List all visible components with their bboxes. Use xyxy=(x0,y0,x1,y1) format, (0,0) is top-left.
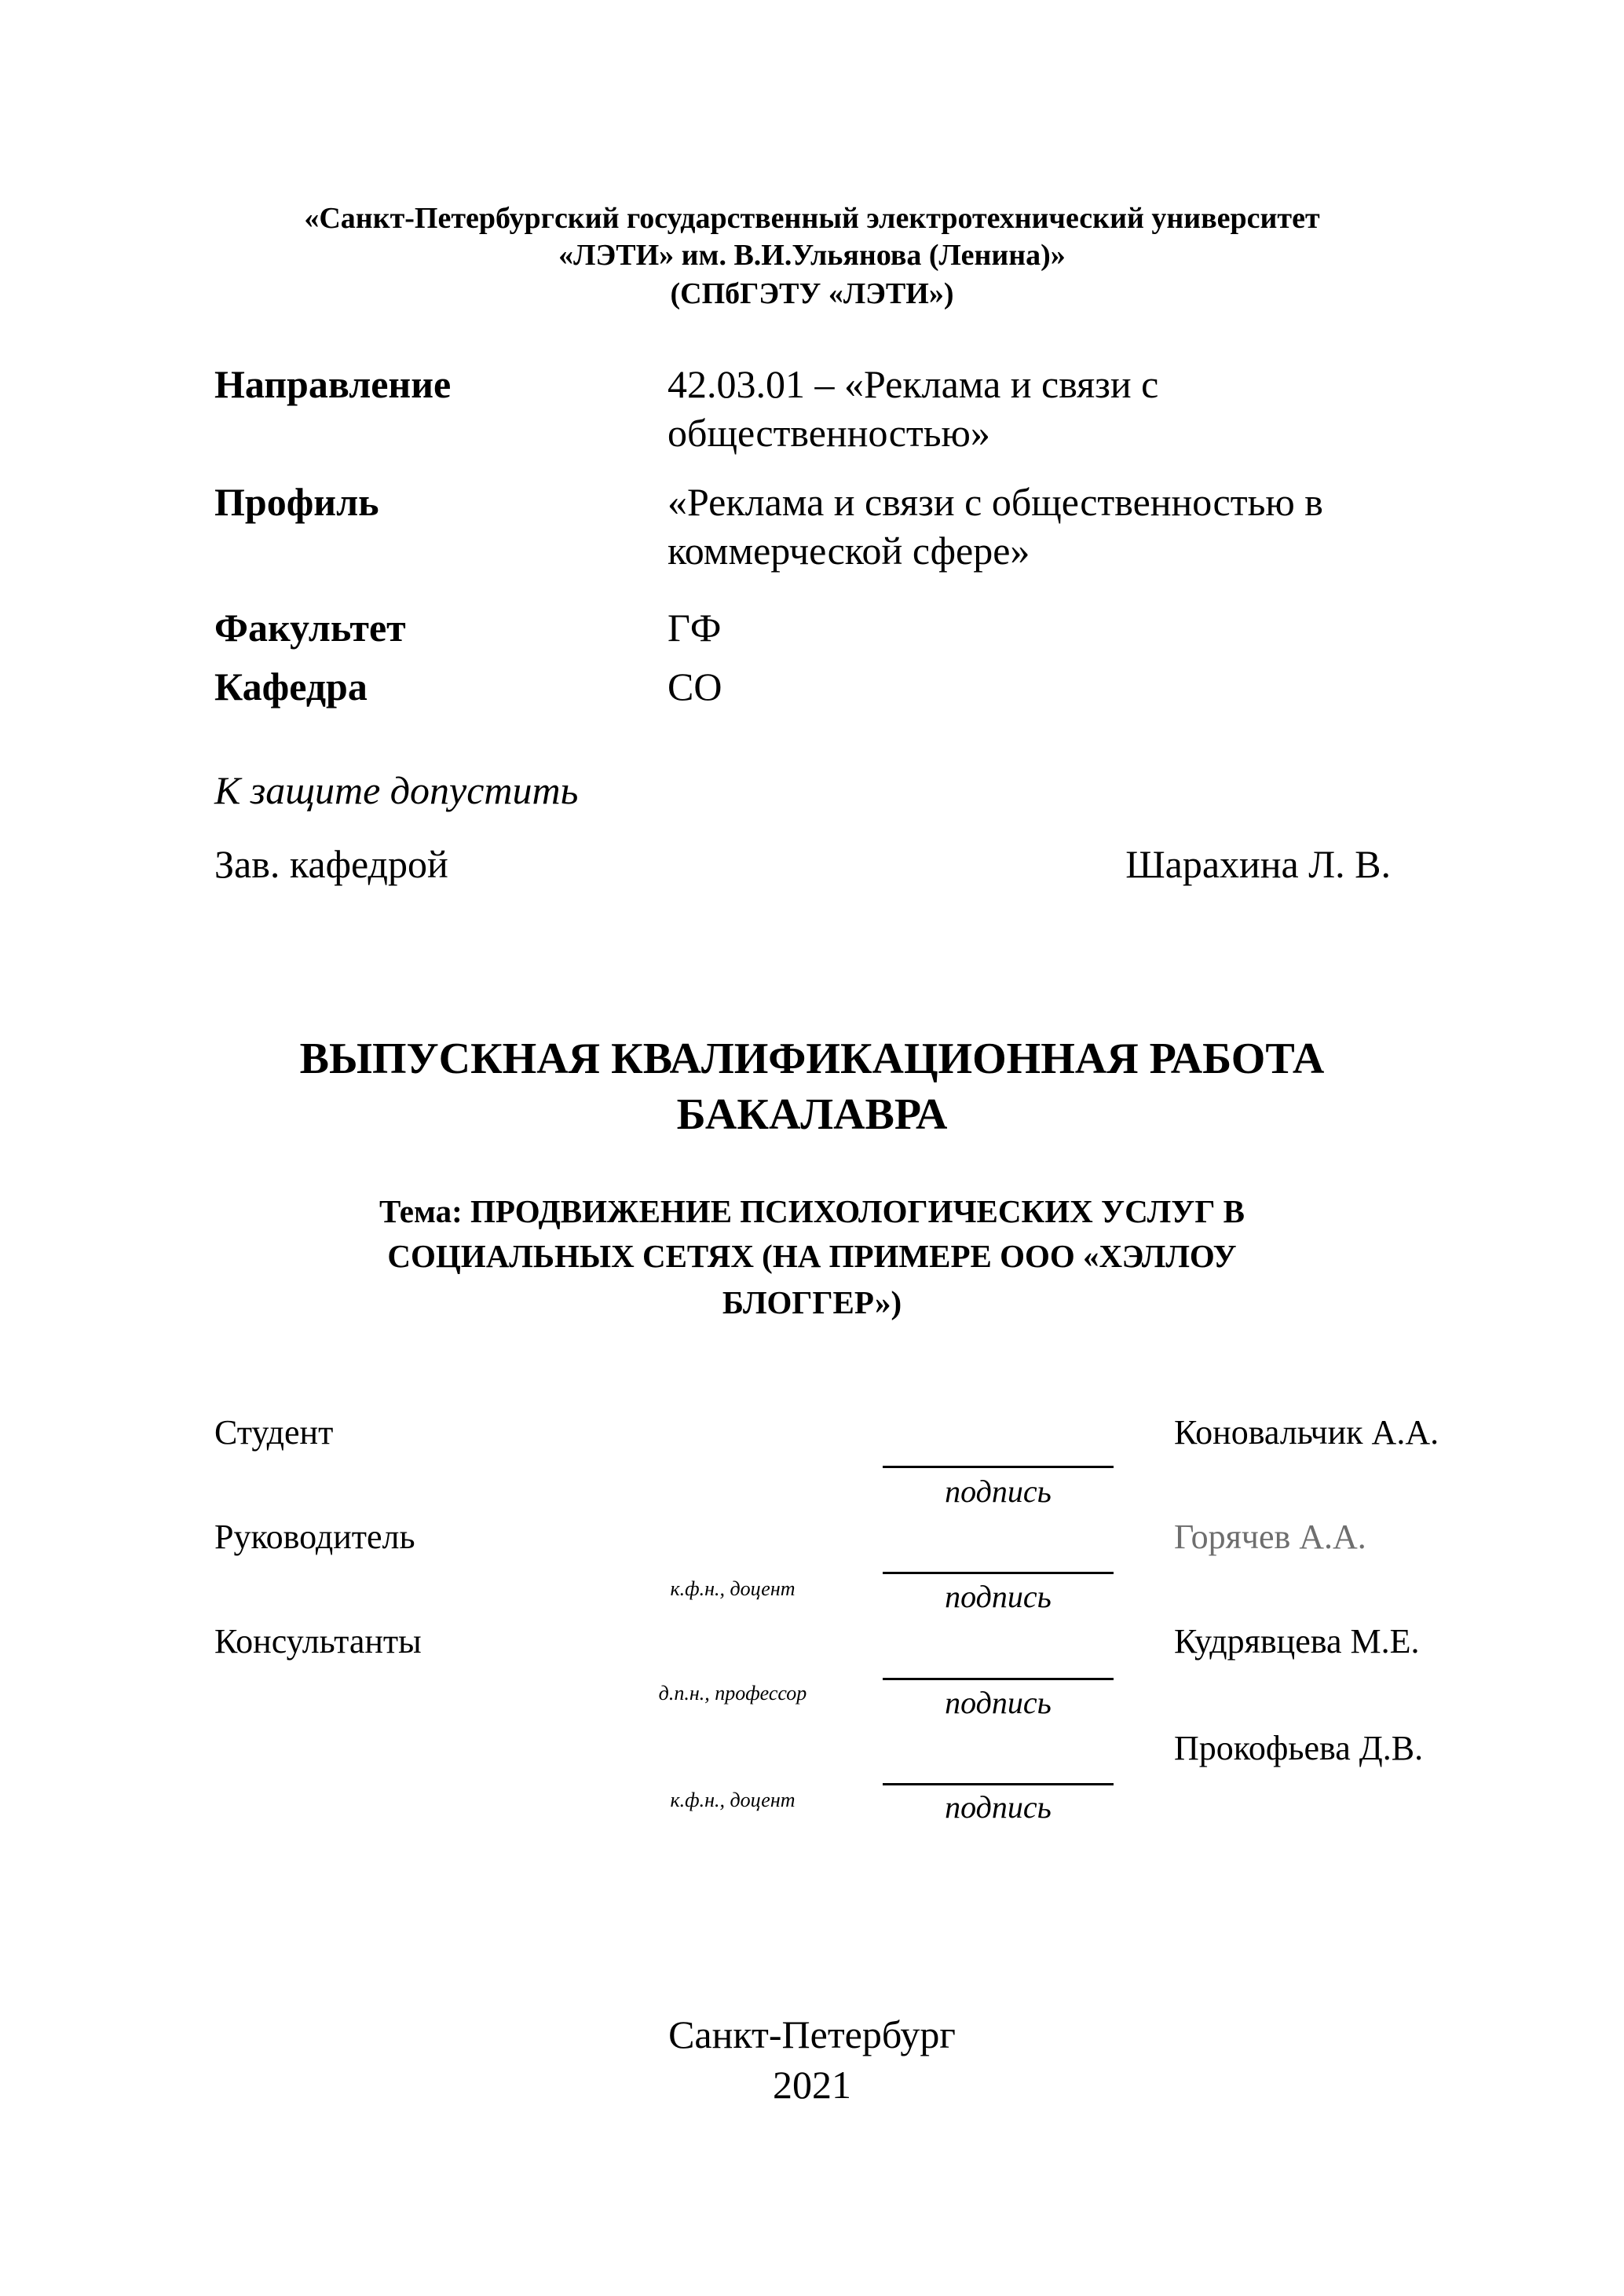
supervisor-name: Горячев А.А. xyxy=(1174,1518,1366,1556)
direction-label: Направление xyxy=(214,362,452,406)
faculty-value: ГФ xyxy=(668,606,722,650)
topic-line3: БЛОГГЕР») xyxy=(722,1284,902,1320)
consultant1-name: Кудрявцева М.Е. xyxy=(1174,1622,1420,1661)
supervisor-degree: к.ф.н., доцент xyxy=(670,1577,796,1600)
work-title-line1: ВЫПУСКНАЯ КВАЛИФИКАЦИОННАЯ РАБОТА xyxy=(299,1034,1325,1083)
signature-line xyxy=(883,1572,1114,1574)
signature-caption: подпись xyxy=(945,1789,1052,1825)
department-label: Кафедра xyxy=(214,665,368,709)
signature-caption: подпись xyxy=(945,1579,1052,1614)
student-name: Коновальчик А.А. xyxy=(1174,1413,1439,1452)
profile-label: Профиль xyxy=(214,480,379,524)
year: 2021 xyxy=(773,2063,851,2107)
signature-caption: подпись xyxy=(945,1474,1052,1509)
signature-line xyxy=(883,1783,1114,1785)
university-name-line2: «ЛЭТИ» им. В.И.Ульянова (Ленина)» xyxy=(558,239,1066,272)
profile-value-line2: коммерческой сфере» xyxy=(668,529,1030,573)
direction-value-line2: общественностью» xyxy=(668,411,990,455)
consultant1-degree: д.п.н., профессор xyxy=(658,1682,807,1705)
topic-line1: Тема: ПРОДВИЖЕНИЕ ПСИХОЛОГИЧЕСКИХ УСЛУГ В xyxy=(379,1193,1245,1229)
consultant2-degree: к.ф.н., доцент xyxy=(670,1789,796,1811)
university-name-line1: «Санкт-Петербургский государственный электротехнический университет xyxy=(304,202,1320,235)
approval-text: К защите допустить xyxy=(214,768,579,812)
city: Санкт-Петербург xyxy=(668,2012,956,2056)
profile-value-line1: «Реклама и связи с общественностью в xyxy=(668,480,1323,524)
faculty-label: Факультет xyxy=(214,606,406,650)
signature-line xyxy=(883,1466,1114,1468)
work-title-line2: БАКАЛАВРА xyxy=(676,1090,948,1139)
head-of-department-name: Шарахина Л. В. xyxy=(1125,842,1391,886)
student-label: Студент xyxy=(214,1413,334,1452)
consultants-label: Консультанты xyxy=(214,1622,422,1661)
signature-caption: подпись xyxy=(945,1685,1052,1720)
consultant2-name: Прокофьева Д.В. xyxy=(1174,1729,1424,1767)
direction-value-line1: 42.03.01 – «Реклама и связи с xyxy=(668,362,1159,406)
topic-line2: СОЦИАЛЬНЫХ СЕТЯХ (НА ПРИМЕРЕ ООО «ХЭЛЛОУ xyxy=(387,1238,1237,1274)
signature-line xyxy=(883,1678,1114,1680)
department-value: СО xyxy=(668,665,722,709)
university-abbrev: (СПбГЭТУ «ЛЭТИ») xyxy=(670,277,954,310)
supervisor-label: Руководитель xyxy=(214,1518,415,1556)
head-of-department-label: Зав. кафедрой xyxy=(214,842,448,886)
